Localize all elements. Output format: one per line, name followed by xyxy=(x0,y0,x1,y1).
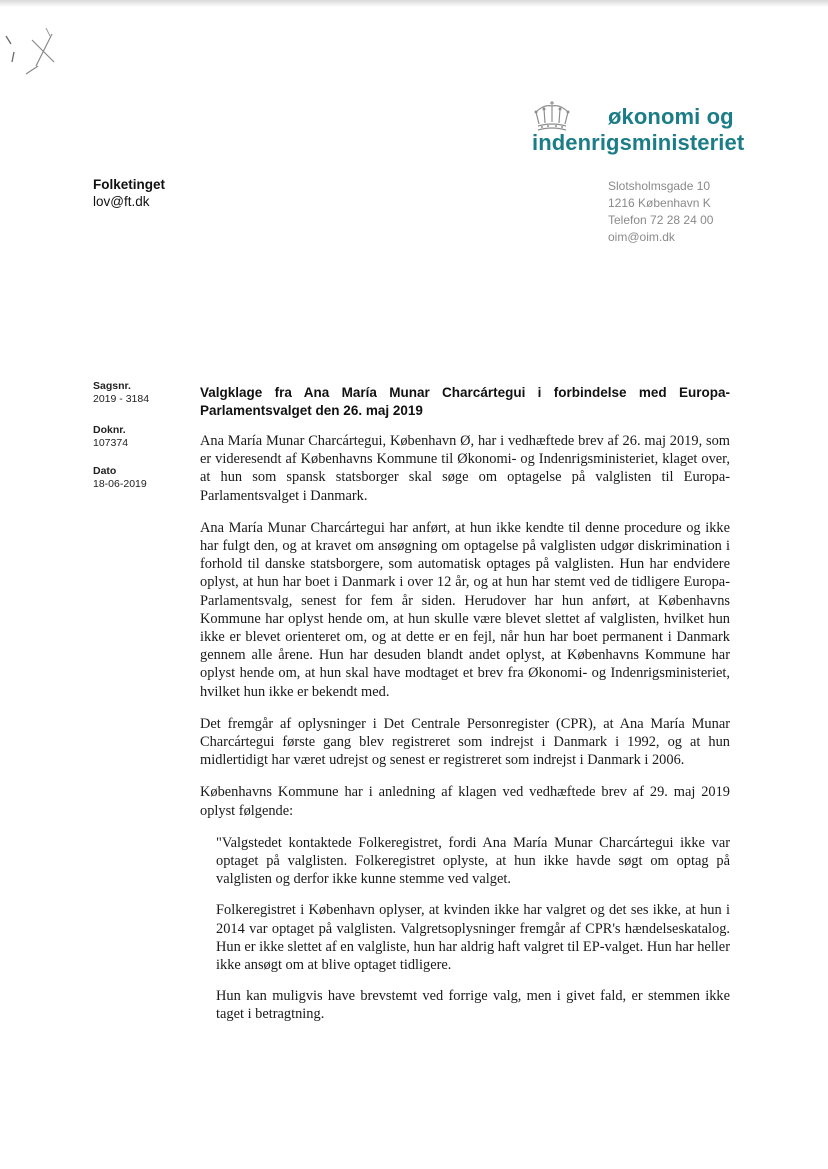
case-number-value: 2019 - 3184 xyxy=(93,393,150,405)
recipient-name: Folketinget xyxy=(93,177,166,192)
recipient-email: lov@ft.dk xyxy=(93,194,150,209)
royal-crown-icon xyxy=(532,100,572,134)
sender-street: Slotsholmsgade 10 xyxy=(608,179,711,193)
body-paragraph: Det fremgår af oplysninger i Det Centrale Personregister (CPR), at Ana María Munar Charcártegui første gang blev registreret som indrejst i Danmark i 1992, og at hun midlertidigt har været udrejst og senest er registreret som indrejst i Danmark i 2006. xyxy=(200,715,730,769)
quoted-statement xyxy=(216,834,730,1024)
document-number-label: Doknr. xyxy=(93,424,126,436)
sender-address-block xyxy=(608,178,713,246)
letter-body xyxy=(200,432,730,1037)
logo-text-line1: økonomi og xyxy=(608,104,734,129)
quote-paragraph: Folkeregistret i København oplyser, at kvinden ikke har valgret og det ses ikke, at hun i 2014 var optaget på valglisten. Valgretsoplysninger fremgår af CPR's hændelseskatalog. Hun er ikke slettet af en valgliste, hun har aldrig haft valgret til EP-valget. Hun har heller ikke ansøgt om at blive optaget tidligere. xyxy=(216,902,730,974)
sender-phone: Telefon 72 28 24 00 xyxy=(608,213,714,227)
body-paragraph: Ana María Munar Charcártegui, København Ø, har i vedhæftede brev af 26. maj 2019, som er videresendt af Københavns Kommune til Økonomi- og Indenrigsministeriet, klaget over, at hun som spansk statsborger skal søge om optagelse på valglisten til Europa-Parlamentsvalget i Danmark. xyxy=(200,433,730,504)
pen-mark-icon xyxy=(2,22,72,82)
case-number-block xyxy=(93,380,149,406)
logo-text-line2: indenrigsministeriet xyxy=(532,130,745,155)
date-label: Dato xyxy=(93,465,117,477)
date-block xyxy=(93,465,147,491)
quote-paragraph: "Valgstedet kontaktede Folkeregistret, fordi Ana María Munar Charcártegui ikke var optaget på valglisten. Folkeregistret oplyste, at hun ikke havde søgt om optag på valglisten og derfor ikke kunne stemme ved valget. xyxy=(216,834,730,888)
quote-paragraph: Hun kan muligvis have brevstemt ved forrige valg, men i givet fald, er stemmen ikke taget i betragtning. xyxy=(216,988,730,1023)
recipient-block xyxy=(93,176,165,210)
ministry-logo xyxy=(532,100,745,160)
body-paragraph: Ana María Munar Charcártegui har anført, at hun ikke kendte til denne procedure og ikke har fulgt den, og at kravet om ansøgning om optagelse på valglisten udgør diskrimination i forhold til danske statsborgere, som automatisk optages på valglisten. Hun har endvidere oplyst, at hun har boet i Danmark i over 12 år, og at hun har stemt ved de tidligere Europa-Parlamentsvalg, senest for fem år siden. Herudover har hun anført, at Københavns Kommune har oplyst hende om, at hun skulle være blevet slettet af valglisten, hvilket hun ikke er blevet orienteret om, og at dette er en fejl, når hun har boet permanent i Danmark gennem alle årene. Hun har desuden blandt andet oplyst, at Københavns Kommune har oplyst hende om, at hun skal have modtaget et brev fra Økonomi- og Indenrigsministeriet, hvilket hun ikke er bekendt med. xyxy=(200,519,730,700)
body-paragraph: Københavns Kommune har i anledning af klagen ved vedhæftede brev af 29. maj 2019 oplyst følgende: xyxy=(200,784,730,819)
date-value: 18-06-2019 xyxy=(93,478,147,490)
scan-top-edge xyxy=(0,0,828,7)
document-number-value: 107374 xyxy=(93,437,129,449)
case-number-label: Sagsnr. xyxy=(93,380,131,392)
sender-email: oim@oim.dk xyxy=(608,230,675,244)
sender-city: 1216 København K xyxy=(608,196,711,210)
document-number-block xyxy=(93,424,128,450)
letter-subject: Valgklage fra Ana María Munar Charcártegui i forbindelse med Europa-Parlamentsvalget den 26. maj 2019 xyxy=(200,385,730,418)
